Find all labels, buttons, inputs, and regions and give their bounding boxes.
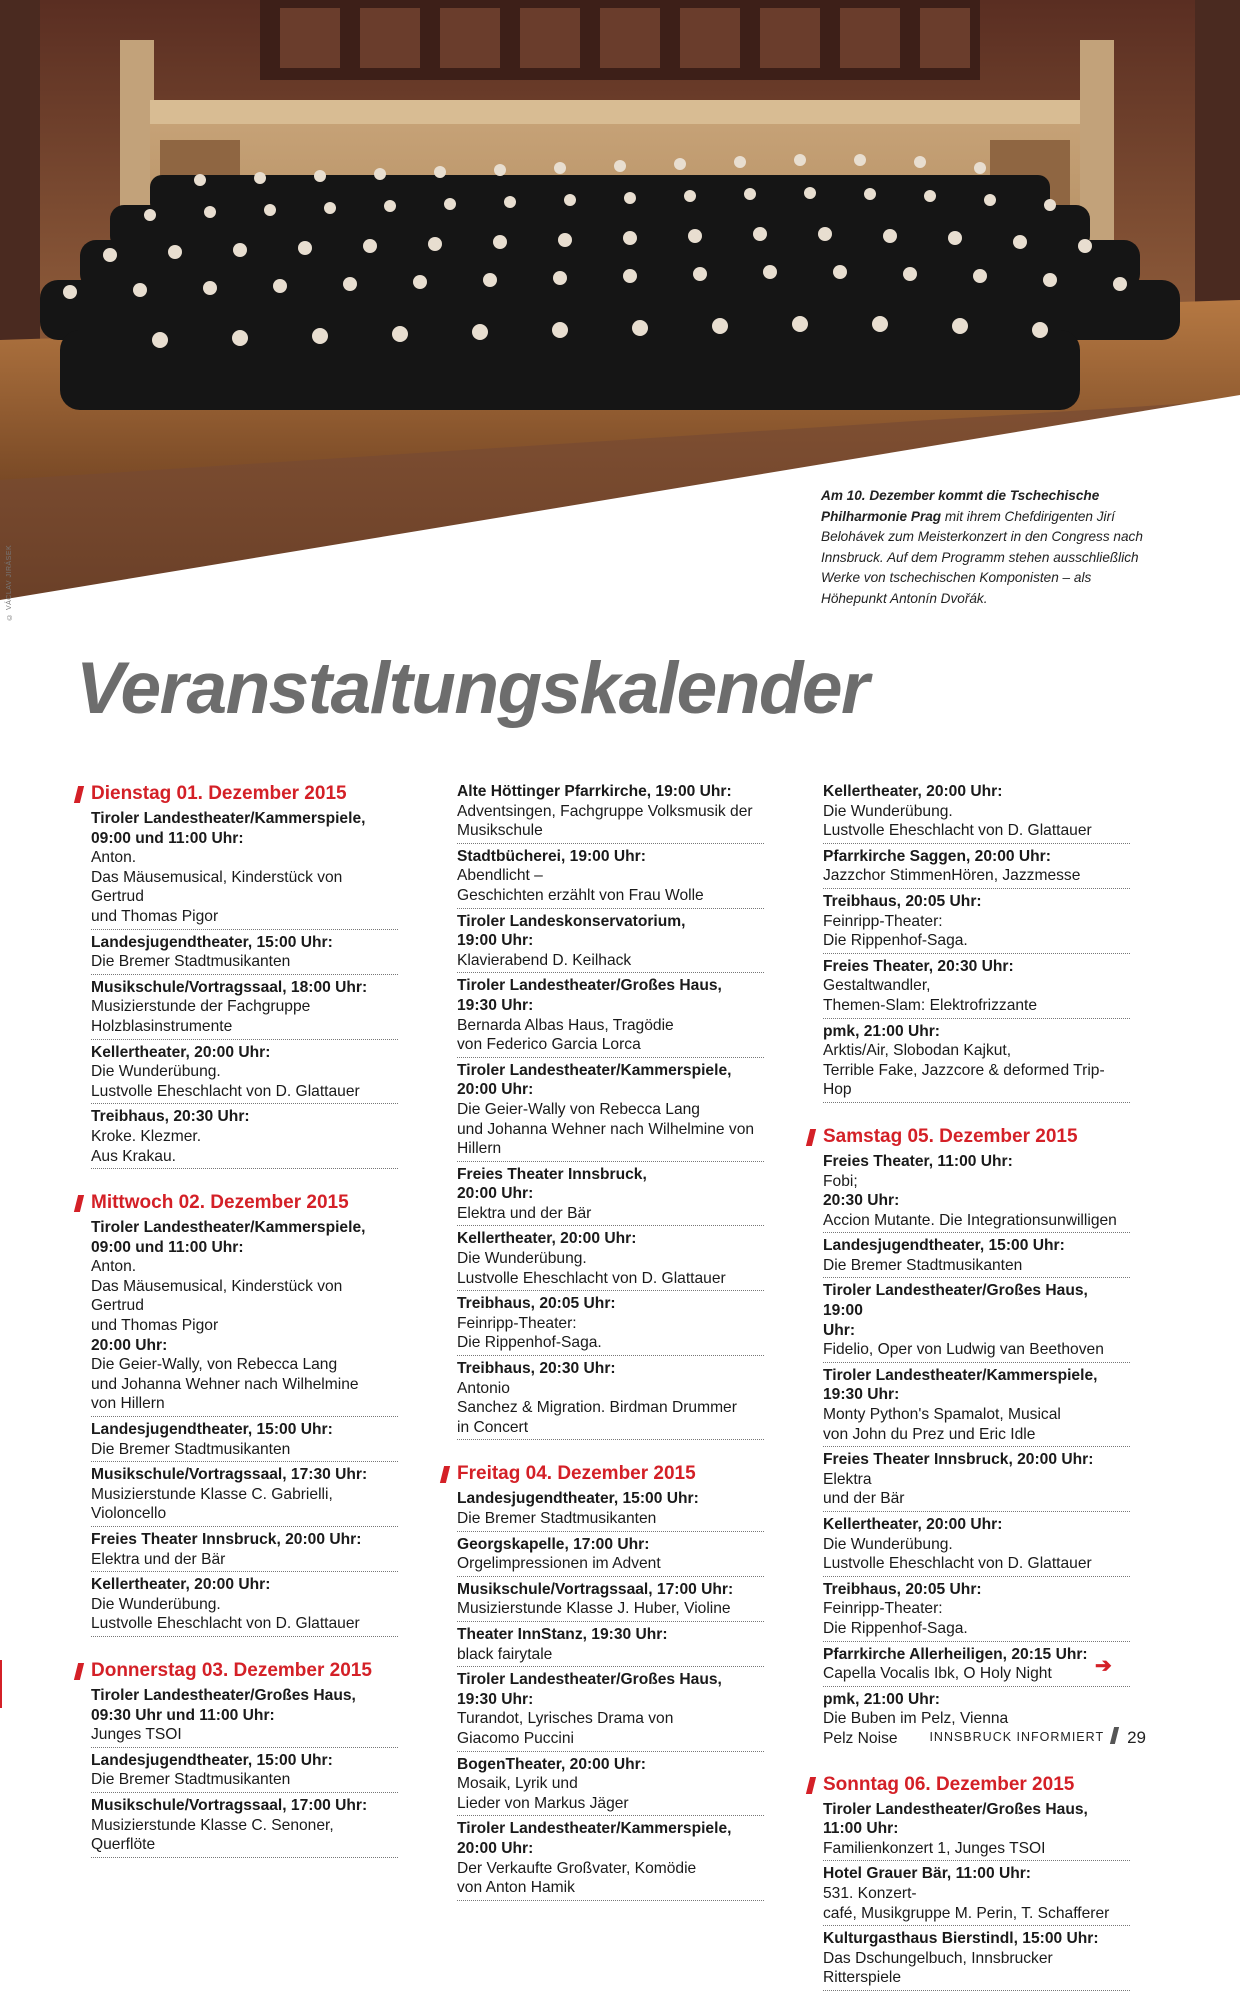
event-description: Geschichten erzählt von Frau Wolle <box>457 886 704 904</box>
event-venue-time: Landesjugendtheater, 15:00 Uhr: <box>457 1490 699 1508</box>
event-venue: Tiroler Landestheater/Großes Haus, <box>457 977 722 995</box>
event-description: Elektra und der Bär <box>91 1550 226 1568</box>
event-title: Die Wunderübung. <box>91 1595 221 1613</box>
event-title: Anton. <box>91 849 137 867</box>
event-title: Feinripp-Theater: <box>457 1314 577 1332</box>
event-entry <box>823 1022 1130 1103</box>
page-edge-marker <box>0 1660 2 1708</box>
event-entry <box>457 1229 764 1291</box>
event-title: Kroke. Klezmer. <box>91 1127 202 1145</box>
calendar-column-3 <box>808 782 1130 1994</box>
event-entry <box>91 978 398 1040</box>
event-title: Die Geier-Wally, von Rebecca Lang <box>91 1356 338 1374</box>
event-title: 531. Konzert- <box>823 1884 917 1902</box>
event-venue-time: Landesjugendtheater, 15:00 Uhr: <box>91 1421 333 1439</box>
event-venue-time: Kellertheater, 20:00 Uhr: <box>91 1576 271 1594</box>
event-venue-time: Treibhaus, 20:05 Uhr: <box>457 1295 616 1313</box>
event-entry <box>457 1625 764 1667</box>
event-venue-time: Stadtbücherei, 19:00 Uhr: <box>457 847 646 865</box>
caption-text: mit ihrem Chefdirigenten Jirí Belohávek zum Meisterkonzert in den Congress nach Innsbruck. Auf dem Programm stehen ausschließlich Werke von tschechischen Komponisten – als Höhepunkt Antonín Dvořák. <box>821 508 1143 606</box>
event-venue-time: Landesjugendtheater, 15:00 Uhr: <box>823 1237 1065 1255</box>
event-venue-time: Uhr: <box>823 1321 856 1339</box>
event-description: Die Bremer Stadtmusikanten <box>91 953 291 971</box>
event-entry <box>457 912 764 974</box>
event-time: 20:00 Uhr: <box>91 1336 168 1354</box>
event-title: Der Verkaufte Großvater, Komödie <box>457 1859 697 1877</box>
event-venue-time: Freies Theater Innsbruck, 20:00 Uhr: <box>91 1531 362 1548</box>
event-time: 20:30 Uhr: <box>823 1192 900 1210</box>
page-footer <box>929 1727 1146 1748</box>
event-title: Klavierabend D. Keilhack <box>457 951 632 969</box>
event-title: Fobi; <box>823 1172 858 1190</box>
event-entry <box>457 1580 764 1622</box>
event-description: café, Musikgruppe M. Perin, T. Schafferer <box>823 1904 1110 1922</box>
calendar-column-2 <box>442 782 764 1904</box>
event-venue-time: 20:00 Uhr: <box>457 1839 534 1857</box>
event-description: von Anton Hamik <box>457 1879 575 1897</box>
event-title: Bernarda Albas Haus, Tragödie <box>457 1016 674 1034</box>
event-title: Die Geier-Wally von Rebecca Lang <box>457 1100 700 1118</box>
day-heading: Freitag 04. Dezember 2015 <box>442 1462 764 1486</box>
event-entry <box>91 933 398 975</box>
event-venue-time: Theater InnStanz, 19:30 Uhr: <box>457 1625 668 1643</box>
event-title: Monty Python's Spamalot, Musical <box>823 1406 1061 1424</box>
event-entry <box>457 1359 764 1440</box>
event-venue-time: pmk, 21:00 Uhr: <box>823 1022 940 1040</box>
event-description: Die Bremer Stadtmusikanten <box>91 1771 291 1789</box>
event-description: Capella Vocalis Ibk, O Holy Night <box>823 1665 1052 1683</box>
event-title: Anton. <box>91 1258 137 1276</box>
event-venue-time: Landesjugendtheater, 15:00 Uhr: <box>91 933 333 951</box>
event-description: Lieder von Markus Jäger <box>457 1794 629 1812</box>
event-description: Lustvolle Eheschlacht von D. Glattauer <box>823 1555 1092 1573</box>
event-venue-time: Georgskapelle, 17:00 Uhr: <box>457 1535 650 1553</box>
event-entry <box>823 1236 1130 1278</box>
event-venue-time: Freies Theater Innsbruck, 20:00 Uhr: <box>823 1451 1094 1469</box>
event-venue-time: 09:00 und 11:00 Uhr: <box>91 1238 244 1256</box>
event-entry <box>823 1580 1130 1642</box>
event-venue-time: Kulturgasthaus Bierstindl, 15:00 Uhr: <box>823 1930 1099 1948</box>
page-title: Veranstaltungskalender <box>76 648 868 729</box>
event-venue-time: 19:30 Uhr: <box>457 1690 534 1708</box>
event-description: Musizierstunde Klasse J. Huber, Violine <box>457 1600 731 1618</box>
event-venue-time: Kellertheater, 20:00 Uhr: <box>823 783 1003 800</box>
event-venue-time: Kellertheater, 20:00 Uhr: <box>457 1230 637 1248</box>
footer-divider <box>1110 1727 1119 1744</box>
event-description: Musizierstunde Klasse C. Gabrielli, Violoncello <box>91 1485 333 1523</box>
event-title: Die Wunderübung. <box>823 1535 953 1553</box>
event-title: Die Wunderübung. <box>91 1063 221 1081</box>
event-entry <box>457 1294 764 1356</box>
event-venue-time: Treibhaus, 20:30 Uhr: <box>457 1360 616 1378</box>
event-venue: Tiroler Landestheater/Kammerspiele, <box>91 810 366 827</box>
event-entry <box>457 976 764 1057</box>
event-venue-time: 19:30 Uhr: <box>457 996 534 1014</box>
event-entry <box>823 1864 1130 1926</box>
event-entry <box>91 1218 398 1417</box>
event-entry <box>457 1489 764 1531</box>
event-entry <box>823 1515 1130 1577</box>
event-description: Accion Mutante. Die Integrationsunwilligen <box>823 1211 1117 1229</box>
event-venue-time: 20:00 Uhr: <box>457 1185 534 1203</box>
event-venue-time: Musikschule/Vortragssaal, 17:30 Uhr: <box>91 1466 368 1484</box>
event-description: in Concert <box>457 1418 529 1436</box>
event-title: Arktis/Air, Slobodan Kajkut, <box>823 1042 1012 1060</box>
event-description: Lustvolle Eheschlacht von D. Glattauer <box>457 1269 726 1287</box>
event-entry <box>823 957 1130 1019</box>
event-venue-time: Pfarrkirche Allerheiligen, 20:15 Uhr: <box>823 1645 1088 1663</box>
day-heading: Samstag 05. Dezember 2015 <box>808 1125 1130 1149</box>
event-entry <box>457 1819 764 1900</box>
event-venue-time: 20:00 Uhr: <box>457 1081 534 1099</box>
event-title: Elektra und der Bär <box>457 1204 592 1222</box>
day-heading: Sonntag 06. Dezember 2015 <box>808 1773 1130 1797</box>
event-venue: Tiroler Landestheater/Großes Haus, <box>457 1671 722 1689</box>
event-entry <box>91 809 398 930</box>
event-venue-time: Freies Theater, 20:30 Uhr: <box>823 957 1014 975</box>
event-entry <box>91 1751 398 1793</box>
event-venue-time: Musikschule/Vortragssaal, 17:00 Uhr: <box>91 1796 368 1814</box>
event-title: Fidelio, Oper von Ludwig van Beethoven <box>823 1341 1104 1359</box>
event-entry <box>457 1165 764 1227</box>
event-entry <box>91 1107 398 1169</box>
event-description: und Thomas Pigor <box>91 1317 219 1335</box>
event-entry <box>457 782 764 844</box>
event-venue: Tiroler Landestheater/Kammerspiele, <box>823 1366 1098 1384</box>
event-entry <box>823 1929 1130 1991</box>
day-heading: Mittwoch 02. Dezember 2015 <box>76 1191 398 1215</box>
event-description: Lustvolle Eheschlacht von D. Glattauer <box>91 1615 360 1633</box>
event-venue-time: pmk, 21:00 Uhr: <box>823 1690 940 1708</box>
photo-credit: © VÁCLAV JIRÁSEK <box>6 544 13 620</box>
event-venue: Tiroler Landestheater/Kammerspiele, <box>457 1061 732 1079</box>
event-title: Antonio <box>457 1379 510 1397</box>
event-entry <box>91 1465 398 1527</box>
next-page-arrow-icon[interactable]: ➔ <box>1095 1655 1112 1677</box>
event-title: Feinripp-Theater: <box>823 912 943 930</box>
caption-lead: Am 10. Dezember kommt die Tschechische Philharmonie Prag <box>821 488 1100 524</box>
calendar-column-1 <box>76 782 398 1861</box>
event-description: und Johanna Wehner nach Wilhelmine <box>91 1375 359 1393</box>
event-entry <box>823 1450 1130 1512</box>
event-venue: Tiroler Landestheater/Großes Haus, <box>91 1686 356 1704</box>
event-title: Gestaltwandler, <box>823 977 931 995</box>
event-title: Die Wunderübung. <box>823 802 953 820</box>
event-venue-time: Treibhaus, 20:05 Uhr: <box>823 892 982 910</box>
event-venue-time: Hotel Grauer Bär, 11:00 Uhr: <box>823 1865 1031 1883</box>
event-venue-time: 09:00 und 11:00 Uhr: <box>91 829 244 847</box>
event-description: Aus Krakau. <box>91 1147 176 1165</box>
event-description: und Thomas Pigor <box>91 907 219 925</box>
photo-caption <box>821 486 1151 609</box>
event-venue-time: BogenTheater, 20:00 Uhr: <box>457 1755 646 1773</box>
event-title: Turandot, Lyrisches Drama von <box>457 1710 674 1728</box>
event-description: und der Bär <box>823 1490 905 1508</box>
event-description: Das Mäusemusical, Kinderstück von Gertrud <box>91 868 343 906</box>
event-title: Die Buben im Pelz, Vienna <box>823 1710 1009 1728</box>
event-venue: Tiroler Landestheater/Kammerspiele, <box>91 1219 366 1237</box>
event-venue-time: Landesjugendtheater, 15:00 Uhr: <box>91 1751 333 1769</box>
event-venue-time: Treibhaus, 20:05 Uhr: <box>823 1580 982 1598</box>
event-entry <box>823 1152 1130 1233</box>
event-venue-time: Kellertheater, 20:00 Uhr: <box>91 1043 271 1061</box>
event-description: Die Rippenhof-Saga. <box>823 932 968 950</box>
day-heading: Donnerstag 03. Dezember 2015 <box>76 1659 398 1683</box>
event-description: Das Mäusemusical, Kinderstück von Gertrud <box>91 1277 343 1315</box>
event-description: Das Dschungelbuch, Innsbrucker Ritterspiele <box>823 1949 1053 1987</box>
event-description: Die Bremer Stadtmusikanten <box>91 1440 291 1458</box>
event-venue-time: Musikschule/Vortragssaal, 18:00 Uhr: <box>91 978 368 996</box>
event-venue-time: 19:00 Uhr: <box>457 932 534 950</box>
event-title: Elektra <box>823 1470 872 1488</box>
event-title: Die Wunderübung. <box>457 1250 587 1268</box>
page-number: 29 <box>1127 1728 1146 1747</box>
event-venue-time: Kellertheater, 20:00 Uhr: <box>823 1516 1003 1533</box>
event-description: Die Bremer Stadtmusikanten <box>823 1256 1023 1274</box>
event-venue-time: Treibhaus, 20:30 Uhr: <box>91 1108 250 1126</box>
event-entry <box>91 1575 398 1637</box>
event-description: von Hillern <box>91 1395 165 1413</box>
event-entry <box>457 1670 764 1751</box>
event-description: Die Bremer Stadtmusikanten <box>457 1510 657 1527</box>
event-venue-time: 19:30 Uhr: <box>823 1386 900 1404</box>
event-venue-time: Musikschule/Vortragssaal, 17:00 Uhr: <box>457 1580 734 1598</box>
event-venue: Tiroler Landestheater/Großes Haus, <box>823 1800 1088 1818</box>
event-entry <box>823 892 1130 954</box>
event-description: Orgelimpressionen im Advent <box>457 1555 661 1573</box>
event-entry <box>823 1281 1130 1362</box>
event-venue: Tiroler Landestheater/Kammerspiele, <box>457 1820 732 1838</box>
event-description: Giacomo Puccini <box>457 1729 574 1747</box>
event-entry <box>823 1800 1130 1862</box>
event-entry <box>91 1530 398 1572</box>
day-heading: Dienstag 01. Dezember 2015 <box>76 782 398 806</box>
event-title: Feinripp-Theater: <box>823 1600 943 1618</box>
event-description: Terrible Fake, Jazzcore & deformed Trip-Hop <box>823 1061 1105 1099</box>
event-entry <box>457 1061 764 1162</box>
event-description: Die Rippenhof-Saga. <box>457 1334 602 1352</box>
event-description: Musizierstunde Klasse C. Senoner, Querflöte <box>91 1816 334 1854</box>
event-description: Holzblasinstrumente <box>91 1017 233 1035</box>
event-description: und Johanna Wehner nach Wilhelmine von <box>457 1120 755 1138</box>
event-venue-time: 09:30 Uhr und 11:00 Uhr: <box>91 1706 275 1724</box>
event-entry <box>91 1796 398 1858</box>
event-entry <box>823 1366 1130 1447</box>
event-entry <box>823 782 1130 844</box>
event-description: Pelz Noise <box>823 1729 898 1747</box>
event-entry <box>457 1535 764 1577</box>
event-title: Junges TSOI <box>91 1726 182 1744</box>
publication-name: INNSBRUCK INFORMIERT <box>929 1730 1105 1744</box>
event-description: Sanchez & Migration. Birdman Drummer <box>457 1399 737 1417</box>
event-venue-time: Alte Höttinger Pfarrkirche, 19:00 Uhr: <box>457 783 732 800</box>
event-venue: Tiroler Landestheater/Großes Haus, 19:00 <box>823 1282 1088 1320</box>
event-description: Jazzchor StimmenHören, Jazzmesse <box>823 867 1081 885</box>
event-description: Adventsingen, Fachgruppe Volksmusik der <box>457 802 753 820</box>
event-description: von Federico Garcia Lorca <box>457 1036 641 1054</box>
event-description: Musikschule <box>457 822 543 840</box>
event-entry <box>91 1686 398 1748</box>
event-title: Mosaik, Lyrik und <box>457 1775 578 1793</box>
event-title: Abendlicht – <box>457 867 543 885</box>
event-description: von John du Prez und Eric Idle <box>823 1425 1036 1443</box>
event-title: Familienkonzert 1, Junges TSOI <box>823 1839 1046 1857</box>
event-venue: Tiroler Landeskonservatorium, <box>457 912 686 930</box>
event-entry <box>823 847 1130 889</box>
event-description: Themen-Slam: Elektrofrizzante <box>823 996 1038 1014</box>
event-venue: Freies Theater Innsbruck, <box>457 1165 647 1183</box>
event-venue-time: Freies Theater, 11:00 Uhr: <box>823 1152 1013 1170</box>
event-venue-time: 11:00 Uhr: <box>823 1820 899 1838</box>
event-entry <box>457 847 764 909</box>
event-entry <box>823 1645 1130 1687</box>
event-description: Lustvolle Eheschlacht von D. Glattauer <box>823 822 1092 840</box>
event-description: Musizierstunde der Fachgruppe <box>91 998 311 1016</box>
event-description: Lustvolle Eheschlacht von D. Glattauer <box>91 1082 360 1100</box>
event-venue-time: Pfarrkirche Saggen, 20:00 Uhr: <box>823 847 1051 865</box>
event-entry <box>91 1043 398 1105</box>
event-entry <box>457 1755 764 1817</box>
event-description: Hillern <box>457 1140 502 1158</box>
event-entry <box>91 1420 398 1462</box>
event-title: black fairytale <box>457 1645 553 1663</box>
event-description: Die Rippenhof-Saga. <box>823 1619 968 1637</box>
